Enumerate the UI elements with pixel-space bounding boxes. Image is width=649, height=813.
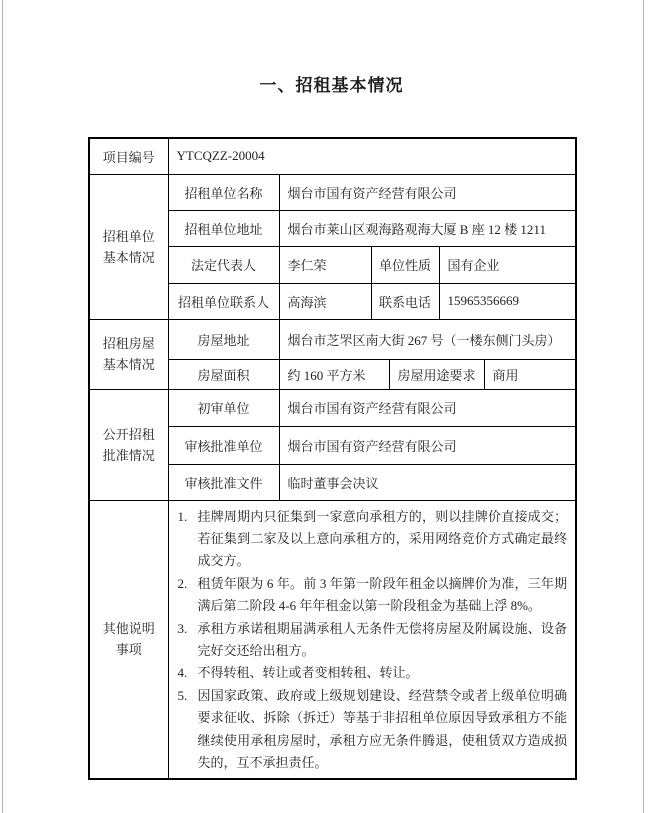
unit-type-value: 国有企业 xyxy=(439,246,576,283)
approve-unit-value: 烟台市国有资产经营有限公司 xyxy=(279,426,576,464)
initial-review-label: 初审单位 xyxy=(168,389,279,426)
house-address-label: 房屋地址 xyxy=(168,319,279,359)
note-number: 5. xyxy=(177,687,188,703)
house-usage-label: 房屋用途要求 xyxy=(389,359,484,389)
note-text: 不得转租、转让或者变相转租、转让。 xyxy=(197,665,419,681)
row-unit-name xyxy=(89,174,576,210)
row-initial-review xyxy=(89,389,576,426)
phone-label: 联系电话 xyxy=(371,283,439,319)
page-title: 一、招租基本情况 xyxy=(259,76,404,95)
phone-value: 15965356669 xyxy=(439,283,576,319)
approve-doc-label: 审核批准文件 xyxy=(168,464,279,500)
note-item xyxy=(178,685,568,775)
document-content xyxy=(88,0,575,780)
note-number: 2. xyxy=(177,575,188,591)
note-text: 租赁年限为 6 年。前 3 年第一阶段年租金以摘牌价为准，三年期满后第二阶段 4-6 年年租金以第一阶段租金为基础上浮 8%。 xyxy=(197,575,568,614)
notes-section-label: 其他说明事项 xyxy=(89,500,168,779)
note-item xyxy=(178,618,568,663)
unit-name-value: 烟台市国有资产经营有限公司 xyxy=(279,174,576,210)
approve-unit-label: 审核批准单位 xyxy=(168,426,279,464)
legal-rep-label: 法定代表人 xyxy=(168,246,279,283)
house-address-value: 烟台市芝罘区南大街 267 号（一楼东侧门头房） xyxy=(279,319,576,359)
note-item xyxy=(178,573,568,618)
house-area-value: 约 160 平方米 xyxy=(279,359,389,389)
unit-type-label: 单位性质 xyxy=(371,246,439,283)
notes-cell xyxy=(168,500,576,779)
note-item xyxy=(178,506,568,573)
house-area-label: 房屋面积 xyxy=(168,359,279,389)
notes-list xyxy=(178,506,568,775)
project-number-value: YTCQZZ-20004 xyxy=(168,138,576,174)
house-usage-value: 商用 xyxy=(484,359,576,389)
initial-review-value: 烟台市国有资产经营有限公司 xyxy=(279,389,576,426)
approve-doc-value: 临时董事会决议 xyxy=(279,464,576,500)
unit-contact-value: 高海滨 xyxy=(279,283,371,319)
unit-section-label: 招租单位基本情况 xyxy=(89,174,168,319)
row-other-notes xyxy=(89,500,576,779)
note-number: 4. xyxy=(177,665,188,681)
document-page xyxy=(2,0,644,813)
project-number-label: 项目编号 xyxy=(89,138,168,174)
note-text: 承租方承诺租期届满承租人无条件无偿将房屋及附属设施、设备完好交还给出租方。 xyxy=(197,620,568,658)
legal-rep-value: 李仁荣 xyxy=(279,246,371,283)
note-text: 挂牌周期内只征集到一家意向承租方的，则以挂牌价直接成交；若征集到二家及以上意向承租方的，采用网络竞价方式确定最终成交方。 xyxy=(197,508,568,569)
note-text: 因国家政策、政府或上级规划建设、经营禁令或者上级单位明确要求征收、拆除（拆迁）等基于非招租单位原因导致承租方不能继续使用承租房屋时，承租方应无条件腾退，使租赁双方造成损失的，互不承担责任。 xyxy=(197,687,568,770)
unit-contact-label: 招租单位联系人 xyxy=(168,283,279,319)
unit-name-label: 招租单位名称 xyxy=(168,174,279,210)
unit-address-label: 招租单位地址 xyxy=(168,210,279,246)
lease-info-table xyxy=(88,137,577,780)
note-number: 1. xyxy=(177,508,188,524)
approval-section-label: 公开招租批准情况 xyxy=(89,389,168,500)
note-item xyxy=(178,662,568,684)
row-house-address xyxy=(89,319,576,359)
unit-address-value: 烟台市莱山区观海路观海大厦 B 座 12 楼 1211 xyxy=(279,210,576,246)
house-section-label: 招租房屋基本情况 xyxy=(89,319,168,389)
row-project-number xyxy=(89,138,576,174)
note-number: 3. xyxy=(177,620,188,636)
